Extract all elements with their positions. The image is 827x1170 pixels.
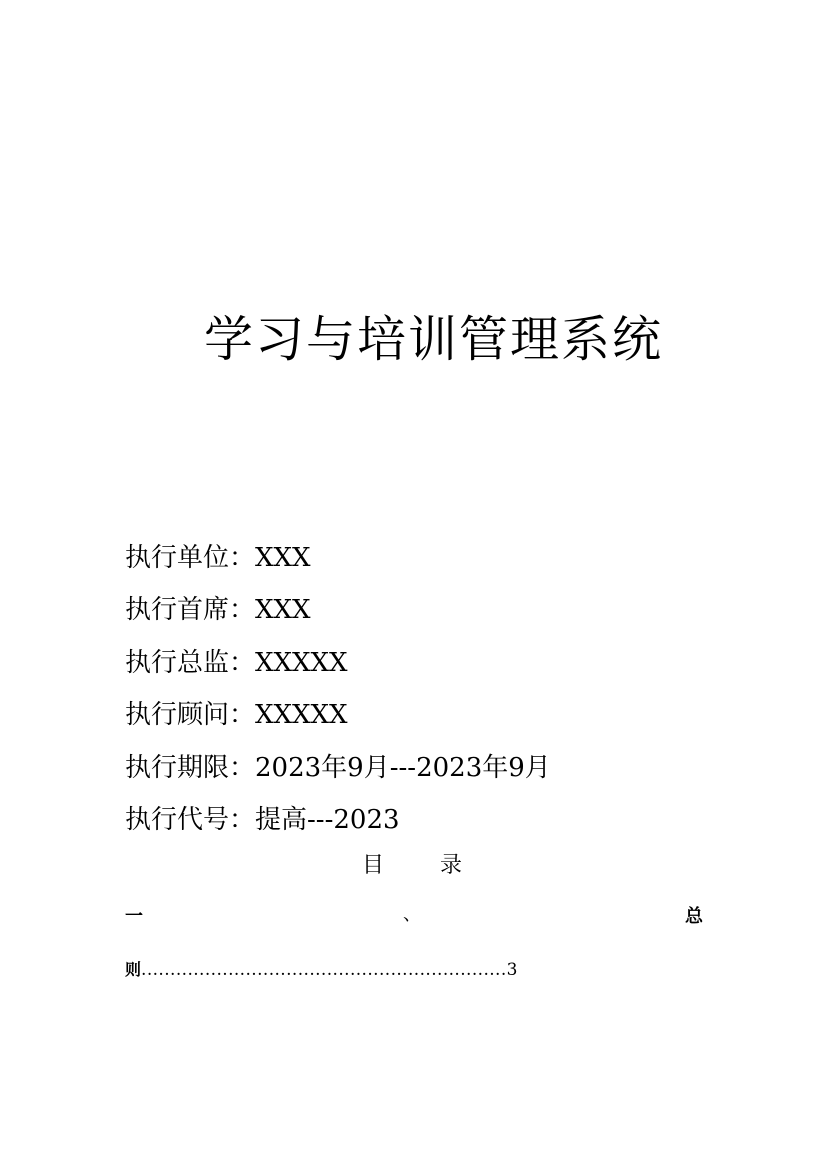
info-value: 2023年9月---2023年9月: [255, 752, 551, 783]
info-line-code: [125, 794, 551, 846]
info-label: 执行顾问：: [125, 700, 256, 731]
toc-leader-dots: ...............................................................: [141, 960, 507, 980]
info-line-period: [125, 742, 551, 794]
toc-heading-char: 录: [440, 853, 463, 878]
toc-heading-char: 目: [362, 853, 385, 878]
info-label: 执行单位：: [125, 543, 256, 573]
toc-entry-page: 3: [506, 960, 518, 980]
toc-entry-title-part2: 则: [125, 960, 142, 979]
toc-entry-1-line-1[interactable]: [125, 900, 703, 934]
info-line-unit: [125, 532, 551, 584]
project-info-block: [125, 532, 551, 846]
document-title: 学习与培训管理系统: [203, 311, 663, 368]
info-value: 提高---2023: [255, 805, 400, 836]
toc-entry-number: 一: [125, 906, 143, 927]
info-value: XXX: [255, 595, 311, 626]
info-line-director: [125, 637, 551, 689]
info-label: 执行总监：: [125, 647, 256, 678]
toc-entry-separator: 、: [403, 904, 421, 925]
info-line-chief: [125, 584, 551, 636]
info-label: 执行期限：: [125, 752, 256, 783]
toc-entry-1-line-2[interactable]: [125, 956, 517, 984]
info-label: 执行代号：: [125, 805, 256, 836]
info-value: XXX: [255, 543, 311, 573]
info-label: 执行首席：: [125, 595, 256, 626]
toc-entry-title-part1: 总: [685, 906, 703, 927]
info-value: XXXXX: [255, 647, 348, 678]
info-line-advisor: [125, 689, 551, 741]
toc-heading: [362, 848, 462, 884]
info-value: XXXXX: [255, 700, 348, 731]
